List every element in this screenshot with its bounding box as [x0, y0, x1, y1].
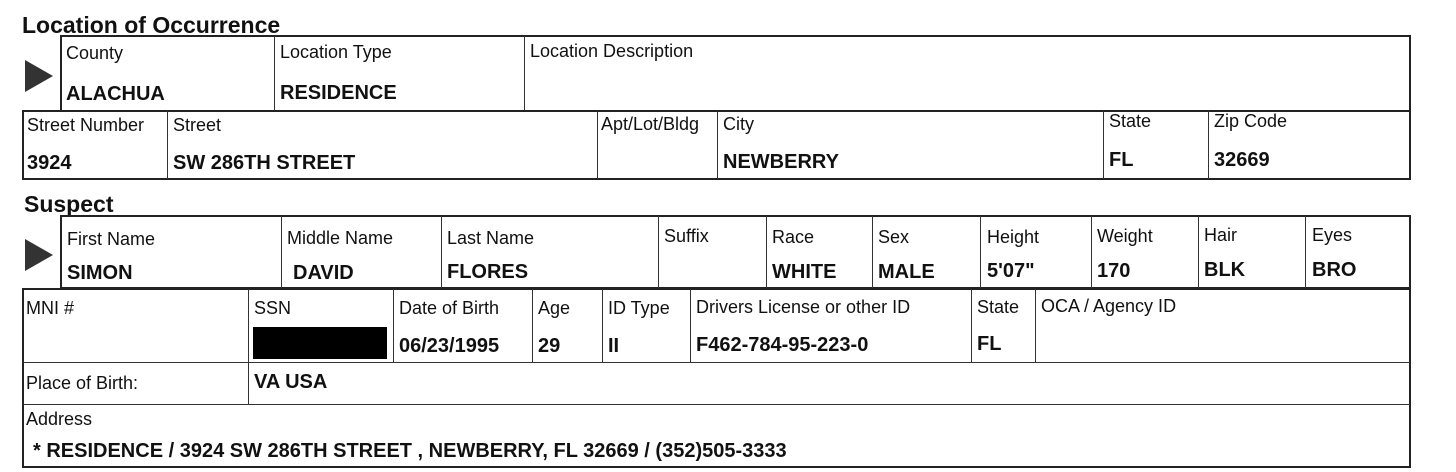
location-description-label: Location Description [530, 41, 694, 61]
dl-state-value: FL [977, 333, 1002, 355]
location-box-row1 [60, 35, 1411, 112]
divider [658, 216, 659, 288]
suspect-section-title: Suspect [24, 191, 114, 217]
divider [1208, 111, 1209, 179]
divider [1035, 289, 1036, 362]
ssn-label: SSN [254, 298, 292, 318]
zip-label: Zip Code [1214, 111, 1288, 131]
divider [274, 36, 275, 111]
id-type-value: II [608, 335, 620, 357]
middle-name-label: Middle Name [287, 228, 394, 248]
mni-label: MNI # [26, 298, 75, 318]
height-value: 5'07" [987, 260, 1035, 282]
divider [717, 111, 718, 179]
street-number-label: Street Number [27, 115, 145, 135]
address-value: * RESIDENCE / 3924 SW 286TH STREET , NEWBERRY, FL 32669 / (352)505-3333 [33, 440, 787, 462]
divider [602, 289, 603, 362]
state-value: FL [1109, 149, 1134, 171]
eyes-label: Eyes [1312, 225, 1353, 245]
id-type-label: ID Type [608, 298, 670, 318]
sex-label: Sex [878, 227, 910, 247]
hair-value: BLK [1204, 259, 1246, 281]
weight-label: Weight [1097, 226, 1153, 246]
divider [23, 404, 1410, 405]
street-number-value: 3924 [27, 152, 72, 174]
street-value: SW 286TH STREET [173, 152, 356, 174]
divider [1091, 216, 1092, 288]
age-label: Age [538, 298, 571, 318]
zip-value: 32669 [1214, 149, 1270, 171]
state-label: State [1109, 111, 1152, 131]
place-of-birth-value: VA USA [254, 371, 328, 393]
divider [441, 216, 442, 288]
divider [248, 289, 249, 404]
suspect-arrow-icon [25, 239, 53, 271]
location-arrow-icon [25, 60, 53, 92]
height-label: Height [987, 227, 1040, 247]
drivers-license-value: F462-784-95-223-0 [696, 334, 869, 356]
divider [597, 111, 598, 179]
divider [524, 36, 525, 111]
divider [766, 216, 767, 288]
divider [23, 362, 1410, 363]
oca-label: OCA / Agency ID [1041, 296, 1177, 316]
race-label: Race [772, 227, 815, 247]
divider [872, 216, 873, 288]
last-name-label: Last Name [447, 228, 535, 248]
divider [167, 111, 168, 179]
place-of-birth-label: Place of Birth: [26, 373, 139, 393]
last-name-value: FLORES [447, 261, 529, 283]
divider [971, 289, 972, 362]
location-section-title: Location of Occurrence [22, 12, 281, 38]
sex-value: MALE [878, 261, 935, 283]
apt-label: Apt/Lot/Bldg [601, 114, 700, 134]
divider [1305, 216, 1306, 288]
divider [532, 289, 533, 362]
divider [1198, 216, 1199, 288]
dob-label: Date of Birth [399, 298, 500, 318]
divider [1103, 111, 1104, 179]
divider [690, 289, 691, 362]
divider [393, 289, 394, 362]
county-label: County [66, 43, 124, 63]
middle-name-value: DAVID [293, 262, 354, 284]
dl-state-label: State [977, 297, 1020, 317]
suffix-label: Suffix [664, 226, 709, 246]
eyes-value: BRO [1312, 259, 1357, 281]
divider [980, 216, 981, 288]
street-label: Street [173, 115, 222, 135]
divider [281, 216, 282, 288]
city-label: City [723, 114, 754, 134]
hair-label: Hair [1204, 225, 1238, 245]
dob-value: 06/23/1995 [399, 335, 500, 357]
race-value: WHITE [772, 261, 837, 283]
city-value: NEWBERRY [723, 151, 839, 173]
address-label: Address [26, 409, 93, 429]
age-value: 29 [538, 335, 561, 357]
county-value: ALACHUA [66, 83, 165, 105]
first-name-value: SIMON [67, 262, 133, 284]
location-type-value: RESIDENCE [280, 82, 397, 104]
drivers-license-label: Drivers License or other ID [696, 297, 911, 317]
weight-value: 170 [1097, 260, 1131, 282]
ssn-redaction [253, 327, 387, 359]
first-name-label: First Name [67, 229, 156, 249]
location-type-label: Location Type [280, 42, 392, 62]
